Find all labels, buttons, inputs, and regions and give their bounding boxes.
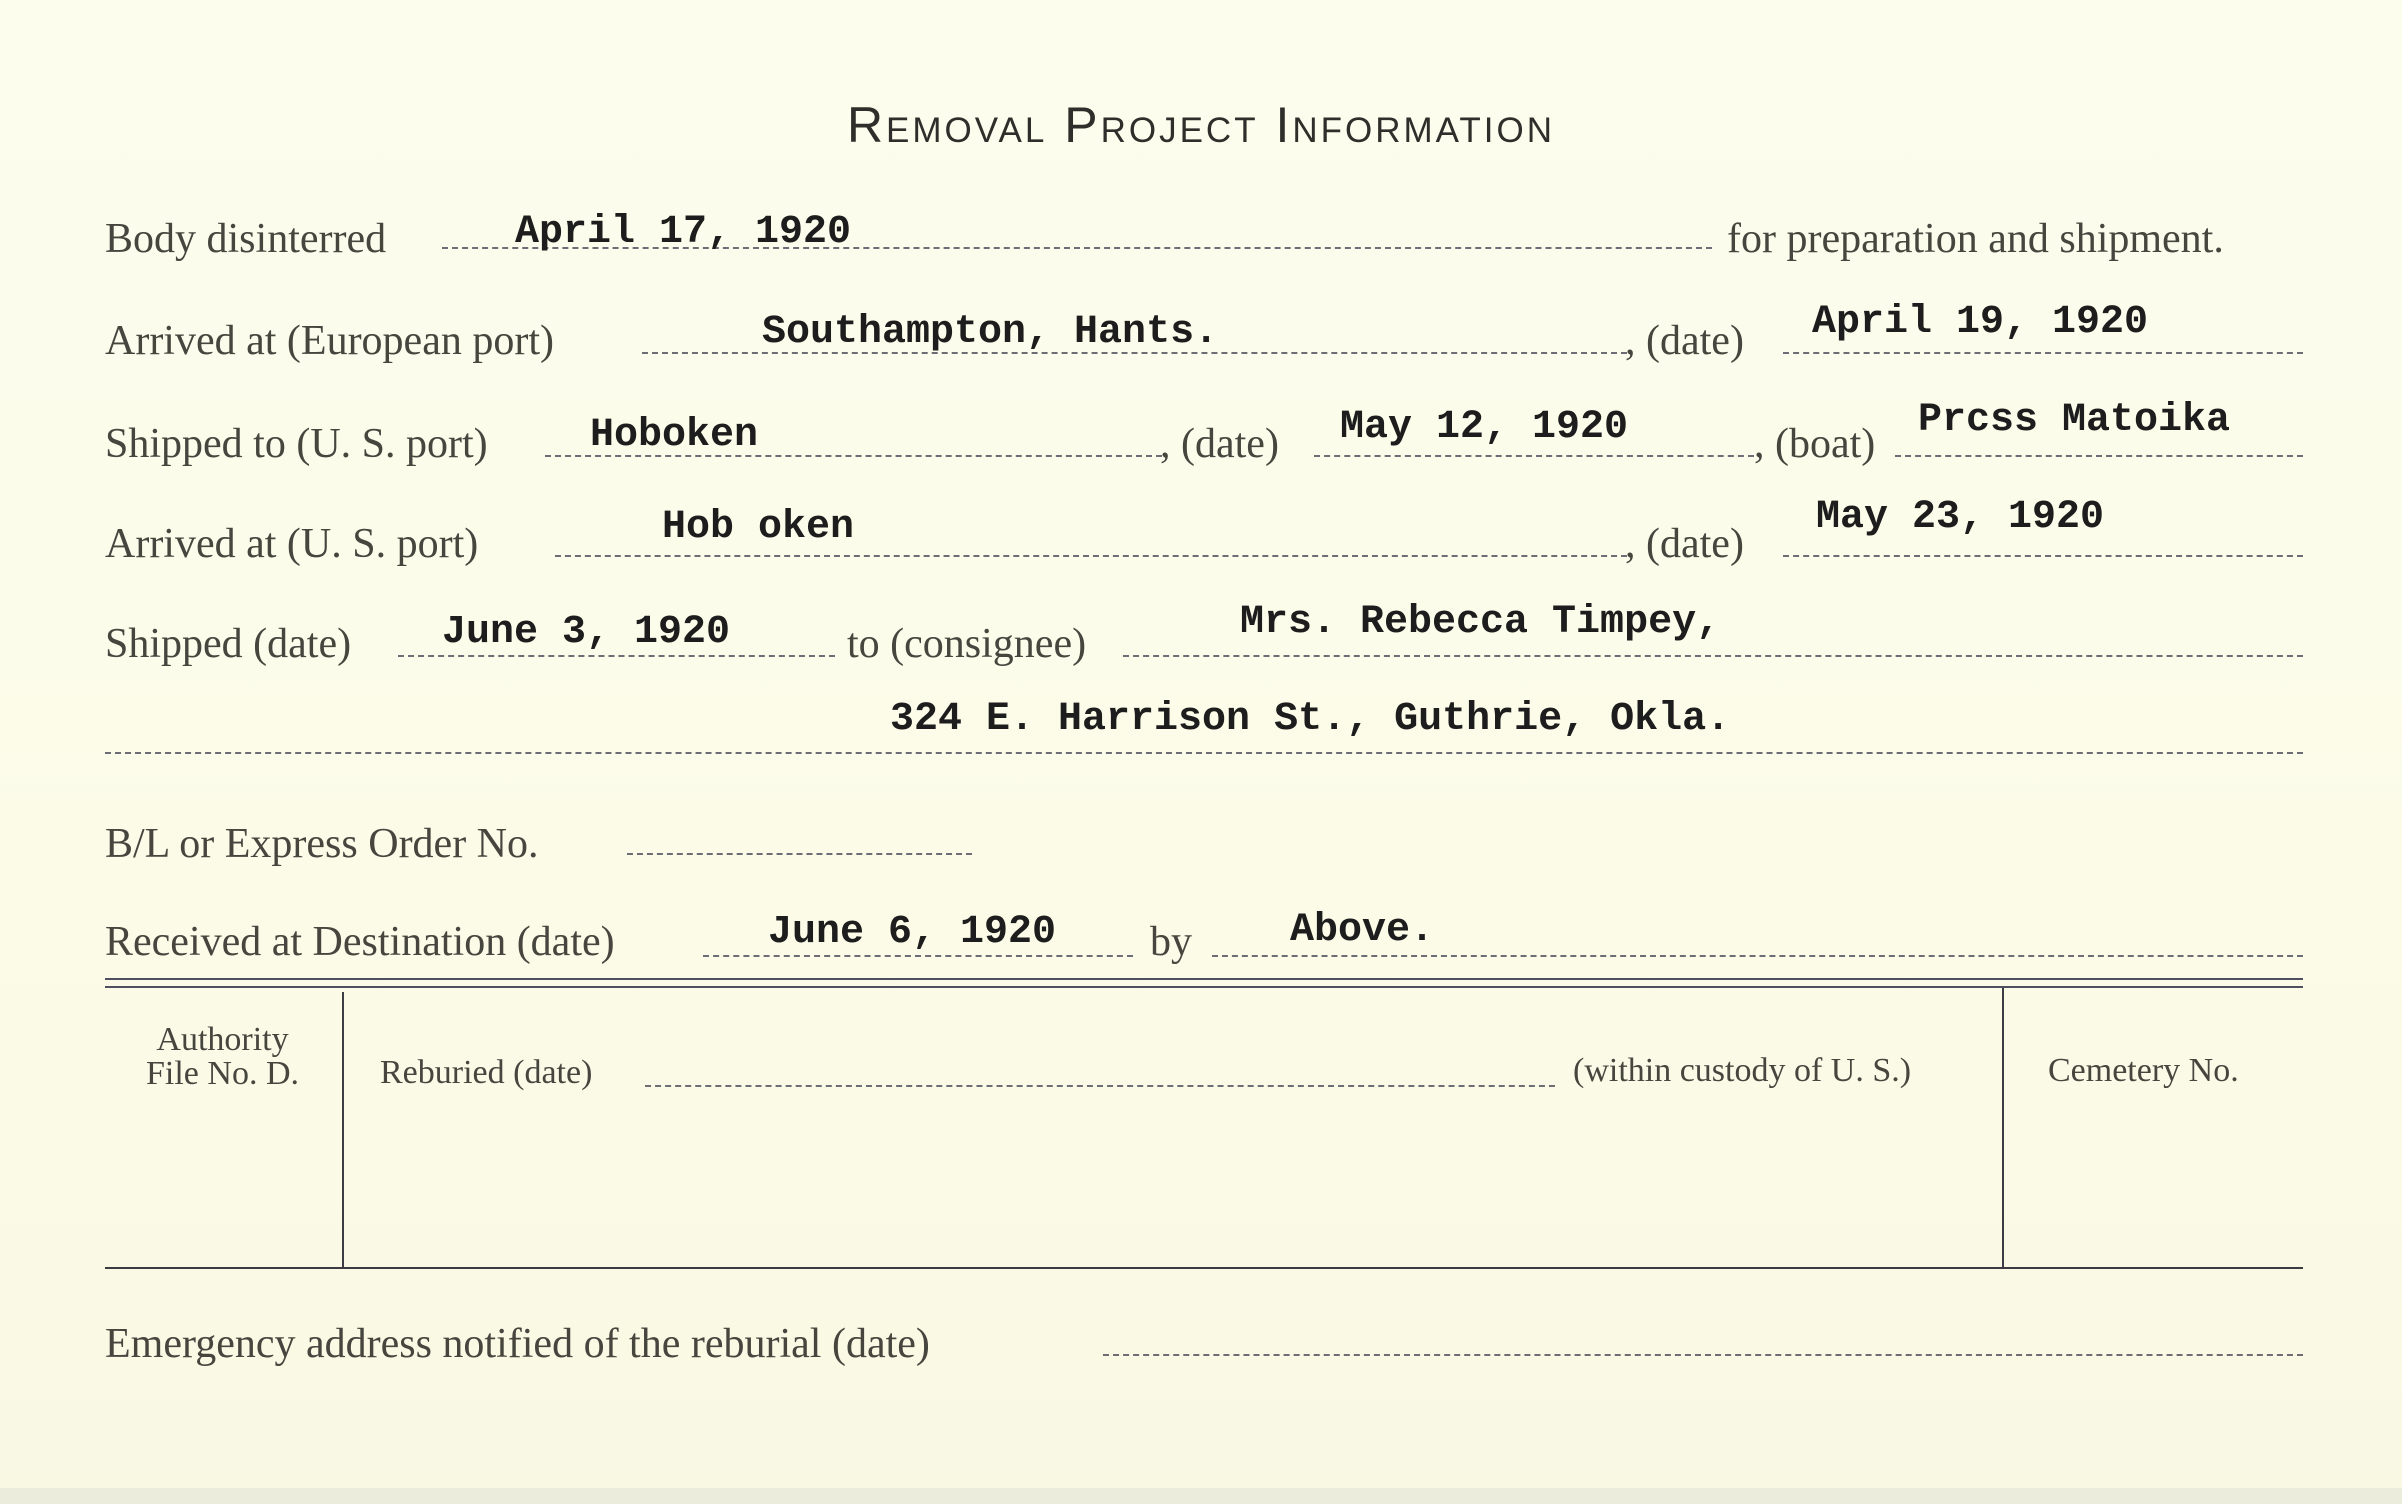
- received-by-value: Above.: [1290, 908, 1435, 953]
- consignee-value: Mrs. Rebecca Timpey,: [1240, 600, 1721, 645]
- shipped-us-label: Shipped to (U. S. port): [105, 421, 488, 467]
- received-label: Received at Destination (date): [105, 919, 615, 965]
- shipped-us-date-value: May 12, 1920: [1340, 405, 1629, 450]
- bl-label: B/L or Express Order No.: [105, 821, 539, 867]
- arrived-european-label: Arrived at (European port): [105, 318, 554, 364]
- arrived-european-date-value: April 19, 1920: [1812, 300, 2149, 345]
- authority-label: [115, 1023, 330, 1091]
- card-edge: [0, 1488, 2402, 1504]
- shipped-us-boat-line: [1895, 455, 2303, 457]
- arrived-us-value: Hob oken: [662, 505, 855, 550]
- arrived-european-value: Southampton, Hants.: [762, 310, 1219, 355]
- consignee-line: [1123, 655, 2303, 657]
- box-divider-right: [2002, 988, 2004, 1267]
- emergency-line: [1103, 1354, 2303, 1356]
- body-disinterred-label: Body disinterred: [105, 216, 387, 262]
- arrived-us-date-label: , (date): [1625, 521, 1744, 567]
- authority-label-line2: File No. D.: [146, 1055, 299, 1092]
- shipped-us-boat-label: , (boat): [1754, 421, 1876, 467]
- authority-label-line1: Authority: [156, 1021, 289, 1058]
- box-top-rule: [105, 978, 2303, 980]
- received-by-line: [1212, 955, 2303, 957]
- reburied-label: Reburied (date): [380, 1054, 593, 1091]
- arrived-us-date-value: May 23, 1920: [1816, 495, 2105, 540]
- consignee-label: to (consignee): [847, 621, 1087, 667]
- arrived-us-date-line: [1783, 555, 2303, 557]
- body-disinterred-suffix: for preparation and shipment.: [1727, 216, 2224, 262]
- shipped-us-date-line: [1314, 455, 1754, 457]
- arrived-european-date-line: [1783, 352, 2303, 354]
- arrived-us-label: Arrived at (U. S. port): [105, 521, 479, 567]
- box-top-rule-inner: [105, 986, 2303, 988]
- emergency-label: Emergency address notified of the reburial (date): [105, 1321, 930, 1367]
- arrived-european-date-label: , (date): [1625, 318, 1744, 364]
- bl-line: [627, 853, 972, 855]
- address-line: [105, 752, 2303, 754]
- body-disinterred-value: April 17, 1920: [515, 210, 852, 255]
- received-by-label: by: [1150, 919, 1192, 965]
- received-date-line: [703, 955, 1133, 957]
- form-title: Removal Project Information: [846, 97, 1556, 153]
- box-divider-left: [342, 992, 344, 1267]
- reburied-line: [645, 1085, 1555, 1087]
- shipped-date-value: June 3, 1920: [442, 610, 731, 655]
- shipped-us-date-label: , (date): [1160, 421, 1279, 467]
- shipped-us-boat-value: Prcss Matoika: [1918, 398, 2231, 443]
- shipped-us-value: Hoboken: [590, 413, 759, 458]
- custody-label: (within custody of U. S.): [1573, 1052, 1912, 1089]
- shipped-date-label: Shipped (date): [105, 621, 352, 667]
- consignee-address-value: 324 E. Harrison St., Guthrie, Okla.: [890, 697, 1731, 742]
- received-date-value: June 6, 1920: [768, 910, 1057, 955]
- arrived-us-line: [555, 555, 1627, 557]
- cemetery-label: Cemetery No.: [2048, 1052, 2239, 1089]
- shipped-date-line: [398, 655, 835, 657]
- box-bottom-rule: [105, 1267, 2303, 1269]
